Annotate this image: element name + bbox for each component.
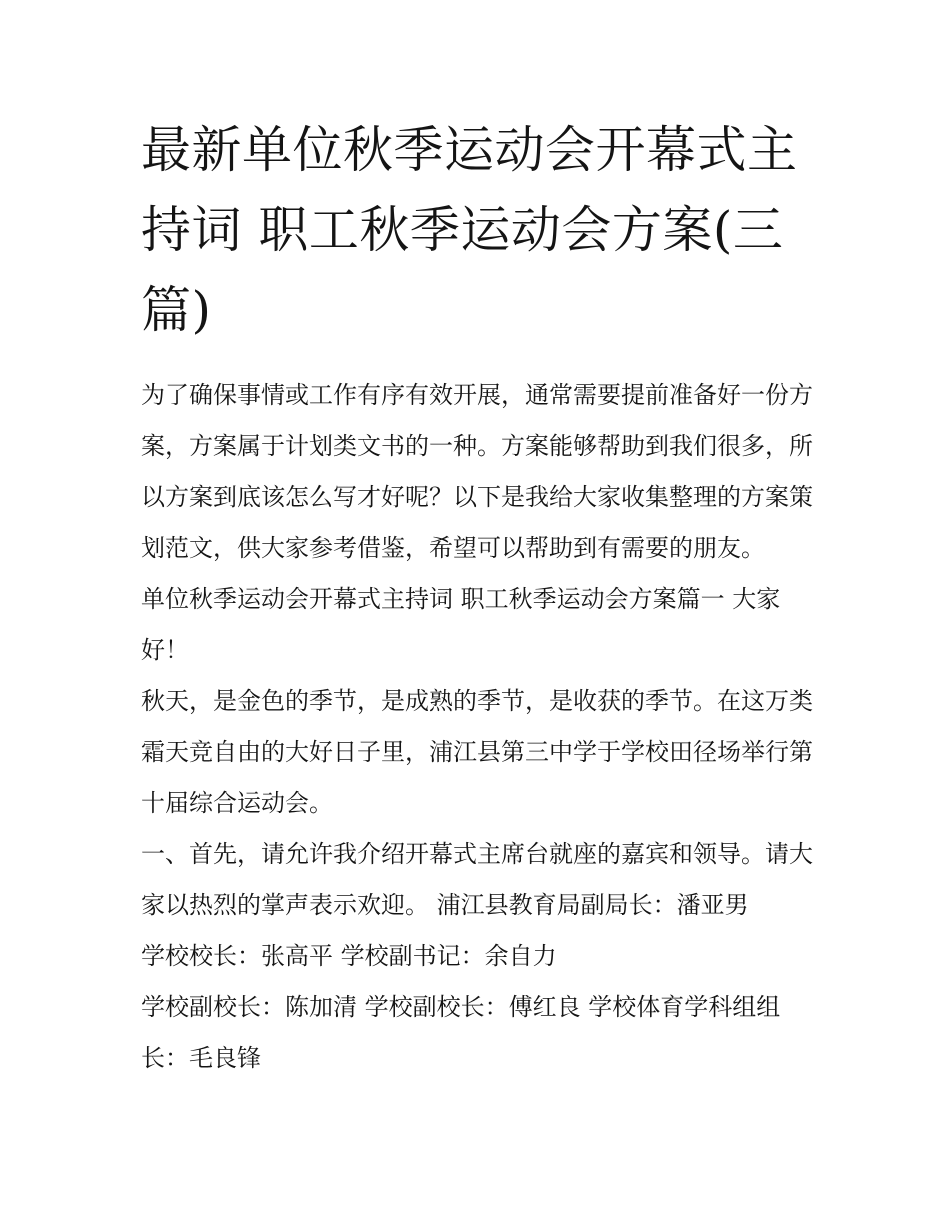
- guests-intro-paragraph: 一、首先，请允许我介绍开幕式主席台就座的嘉宾和领导。请大家以热烈的掌声表示欢迎。 浦江县教育局副局长：潘亚男: [141, 840, 813, 919]
- document-title: 最新单位秋季运动会开幕式主持词 职工秋季运动会方案(三篇): [141, 121, 798, 339]
- intro-paragraph: 为了确保事情或工作有序有效开展，通常需要提前准备好一份方案，方案属于计划类文书的一种。方案能够帮助到我们很多，所以方案到底该怎么写才好呢？以下是我给大家收集整理的方案策划范文，供大家参考借鉴，希望可以帮助到有需要的朋友。: [141, 381, 813, 562]
- document-page: [141, 110, 813, 1084]
- guests-list-paragraph: 学校校长：张高平 学校副书记：余自力: [141, 942, 557, 970]
- section-heading-paragraph: 单位秋季运动会开幕式主持词 职工秋季运动会方案篇一 大家好！: [141, 585, 781, 664]
- autumn-paragraph: 秋天，是金色的季节，是成熟的季节，是收获的季节。在这万类霜天竞自由的大好日子里，浦江县第三中学于学校田径场举行第十届综合运动会。: [141, 687, 813, 817]
- guests-list-paragraph-2: 学校副校长：陈加清 学校副校长：傅红良 学校体育学科组组长：毛良锋: [141, 993, 781, 1072]
